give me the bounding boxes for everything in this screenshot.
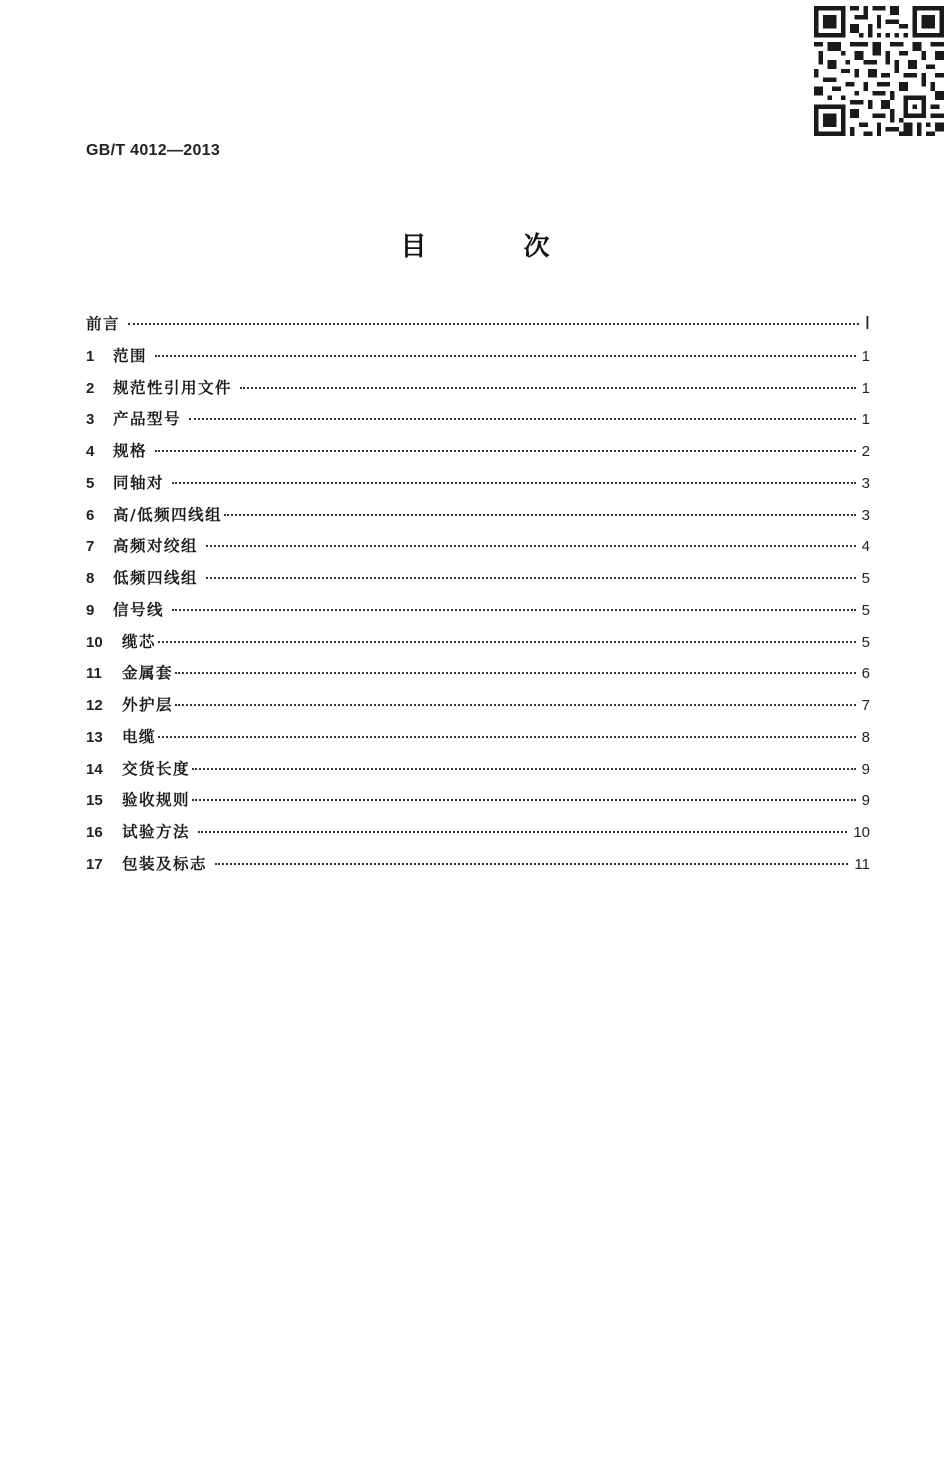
- toc-leader-dots: [189, 418, 856, 420]
- toc-entry-number: 8: [86, 570, 95, 587]
- toc-entry-page: 1: [861, 411, 870, 429]
- toc-entry-page: 1: [861, 347, 870, 365]
- toc-leader-dots: [206, 577, 856, 579]
- toc-entry-page: 6: [861, 665, 870, 683]
- toc-entry-page: 8: [861, 728, 870, 746]
- toc-entry-number: 12: [86, 697, 103, 714]
- toc-entry-label: 缆芯: [122, 632, 157, 651]
- toc-entry-page: 2: [861, 443, 870, 460]
- toc-entry-number: 1: [86, 347, 95, 365]
- toc-leader-dots: [128, 323, 859, 325]
- toc-entry-8[interactable]: [86, 566, 870, 598]
- toc-leader-dots: [206, 545, 856, 547]
- toc-leader-dots: [172, 482, 856, 484]
- toc-entry-7[interactable]: [86, 534, 870, 566]
- toc-entry-11[interactable]: [86, 661, 870, 693]
- toc-entry-label: 规范性引用文件: [113, 378, 233, 397]
- toc-entry-number: 10: [86, 633, 103, 651]
- toc-entry-1[interactable]: [86, 344, 870, 376]
- toc-entry-page: 5: [861, 601, 870, 619]
- toc-entry-page: 3: [861, 506, 870, 524]
- toc-entry-page: Ⅰ: [864, 313, 870, 333]
- toc-entry-number: 16: [86, 824, 103, 841]
- toc-entry-label: 信号线: [113, 600, 165, 619]
- toc-entry-label: 试验方法: [122, 823, 191, 841]
- toc-entry-number: 11: [86, 665, 102, 683]
- toc-entry-16[interactable]: [86, 820, 870, 852]
- toc-entry-number: 15: [86, 792, 103, 810]
- table-of-contents: [86, 312, 870, 884]
- toc-entry-2[interactable]: [86, 376, 870, 408]
- toc-entry-label: 范围: [113, 346, 148, 365]
- toc-leader-dots: [224, 514, 855, 516]
- toc-entry-page: 4: [861, 538, 870, 556]
- toc-leader-dots: [158, 736, 856, 738]
- toc-leader-dots: [172, 609, 856, 611]
- toc-entry-15[interactable]: [86, 788, 870, 820]
- toc-entry-number: 3: [86, 411, 95, 429]
- toc-leader-dots: [240, 387, 856, 389]
- toc-entry-foreword[interactable]: [86, 312, 870, 344]
- toc-entry-label: 产品型号: [113, 410, 182, 429]
- toc-entry-number: 17: [86, 855, 103, 873]
- toc-entry-5[interactable]: [86, 471, 870, 503]
- toc-leader-dots: [155, 450, 856, 452]
- toc-entry-page: 11: [854, 855, 870, 873]
- toc-entry-label: 高频对绞组: [113, 537, 199, 556]
- toc-entry-page: 1: [861, 379, 870, 397]
- toc-entry-label: 前言: [86, 315, 121, 333]
- toc-entry-page: 5: [861, 570, 870, 587]
- toc-entry-3[interactable]: [86, 407, 870, 439]
- toc-entry-page: 9: [861, 760, 870, 778]
- toc-entry-17[interactable]: [86, 852, 870, 884]
- toc-entry-number: 5: [86, 474, 95, 492]
- toc-entry-page: 5: [861, 633, 870, 651]
- toc-leader-dots: [215, 863, 848, 865]
- toc-entry-13[interactable]: [86, 725, 870, 757]
- qr-code-icon: [814, 6, 944, 136]
- toc-leader-dots: [175, 704, 856, 706]
- toc-entry-number: 4: [86, 443, 95, 460]
- toc-leader-dots: [192, 768, 856, 770]
- toc-entry-label: 验收规则: [122, 791, 191, 810]
- toc-entry-label: 电缆: [122, 727, 157, 746]
- toc-entry-number: 13: [86, 728, 103, 746]
- toc-entry-9[interactable]: [86, 598, 870, 630]
- toc-entry-number: 2: [86, 379, 95, 397]
- toc-entry-6[interactable]: [86, 503, 870, 535]
- toc-leader-dots: [192, 799, 856, 801]
- toc-entry-label: 低频四线组: [113, 569, 199, 587]
- toc-entry-10[interactable]: [86, 630, 870, 662]
- toc-entry-number: 14: [86, 760, 103, 778]
- toc-entry-4[interactable]: [86, 439, 870, 471]
- toc-entry-label: 交货长度: [122, 759, 191, 778]
- toc-entry-label: 金属套: [122, 664, 174, 683]
- toc-entry-page: 7: [861, 697, 870, 714]
- toc-entry-page: 3: [861, 474, 870, 492]
- page-title: 目 次: [400, 232, 594, 262]
- toc-leader-dots: [158, 641, 856, 643]
- toc-entry-page: 10: [853, 824, 870, 841]
- toc-entry-label: 高/低频四线组: [113, 505, 223, 524]
- toc-leader-dots: [175, 672, 856, 674]
- toc-entry-label: 外护层: [122, 696, 174, 714]
- toc-leader-dots: [198, 831, 847, 833]
- toc-entry-page: 9: [861, 792, 870, 810]
- toc-entry-number: 9: [86, 601, 95, 619]
- toc-leader-dots: [155, 355, 856, 357]
- toc-entry-label: 同轴对: [113, 473, 165, 492]
- toc-entry-label: 规格: [113, 442, 148, 460]
- toc-entry-number: 6: [86, 506, 95, 524]
- toc-entry-label: 包装及标志: [122, 854, 208, 873]
- toc-entry-number: 7: [86, 538, 95, 556]
- toc-entry-12[interactable]: [86, 693, 870, 725]
- standard-number: GB/T 4012—2013: [86, 142, 221, 159]
- toc-entry-14[interactable]: [86, 757, 870, 789]
